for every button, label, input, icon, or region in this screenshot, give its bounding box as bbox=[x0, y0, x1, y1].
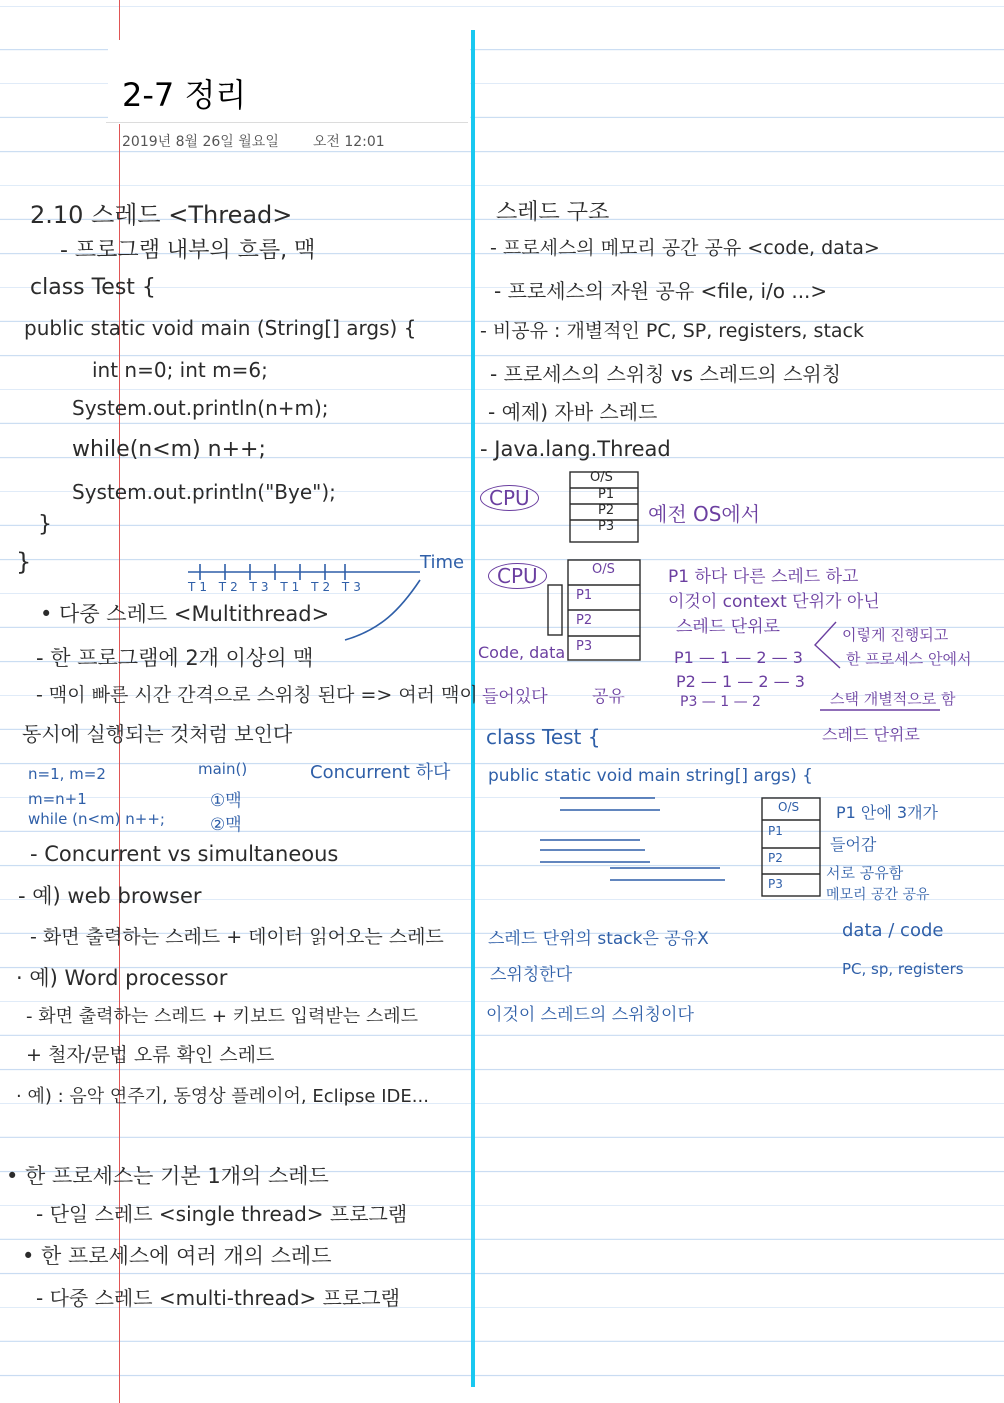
note-p3-seq: P3 — 1 — 2 bbox=[680, 694, 761, 710]
date-label: 2019년 8월 26일 월요일 bbox=[122, 134, 279, 150]
note-context: 이것이 context 단위가 아닌 bbox=[668, 592, 880, 612]
note-single-process: • 한 프로세스는 기본 1개의 스레드 bbox=[6, 1164, 329, 1188]
note-mem2-p2: P2 bbox=[576, 613, 593, 628]
page-title: 2-7 정리 bbox=[122, 76, 247, 114]
note-single-thread: - 단일 스레드 <single thread> 프로그램 bbox=[36, 1202, 408, 1226]
note-mem3-p1: P1 bbox=[768, 824, 783, 838]
note-thread-structure: 스레드 구조 bbox=[496, 200, 610, 225]
note-ex-m: m=n+1 bbox=[28, 790, 87, 808]
note-ex-flow2: ②맥 bbox=[210, 815, 242, 835]
note-ex-browser: - 예) web browser bbox=[18, 884, 202, 908]
note-stack-separate: 스택 개별적으로 함 bbox=[830, 690, 956, 708]
note-mem3-os: O/S bbox=[778, 800, 800, 814]
note-code-main: public static void main (String[] args) { bbox=[24, 316, 417, 340]
note-thread-switching: 이것이 스레드의 스위칭이다 bbox=[486, 1005, 694, 1025]
note-class-test: class Test { bbox=[486, 725, 601, 749]
note-code-class: class Test { bbox=[30, 275, 156, 300]
note-code-bye: System.out.println("Bye"); bbox=[72, 480, 336, 504]
note-switching: 스위칭한다 bbox=[490, 965, 573, 985]
note-multi-process: • 한 프로세스에 여러 개의 스레드 bbox=[22, 1244, 332, 1268]
note-mem2-p3: P3 bbox=[576, 639, 593, 654]
note-p1-other: P1 하다 다른 스레드 하고 bbox=[668, 567, 859, 587]
time-label: 오전 12:01 bbox=[312, 134, 385, 150]
note-mem2-os: O/S bbox=[592, 562, 615, 577]
note-mem1-os: O/S bbox=[590, 470, 613, 485]
note-cpu-1: CPU bbox=[480, 485, 539, 511]
note-multi-thread: - 다중 스레드 <multi-thread> 프로그램 bbox=[36, 1286, 400, 1310]
note-ex-word-desc2: + 철자/문법 오류 확인 스레드 bbox=[26, 1044, 275, 1066]
note-mem3-p3: P3 bbox=[768, 877, 783, 891]
note-stack-not-shared: 스레드 단위의 stack은 공유X bbox=[488, 929, 709, 949]
note-progress: 이렇게 진행되고 bbox=[842, 626, 949, 644]
note-share-each: 서로 공유함 bbox=[826, 864, 904, 882]
note-code-close1: } bbox=[38, 512, 52, 537]
note-thread-unit: 스레드 단위로 bbox=[676, 617, 780, 637]
note-structure-switch: - 프로세스의 스위칭 vs 스레드의 스위칭 bbox=[490, 362, 842, 386]
note-code-close2: } bbox=[16, 548, 32, 576]
note-by-thread: 스레드 단위로 bbox=[822, 725, 920, 744]
note-old-os: 예전 OS에서 bbox=[648, 502, 761, 526]
note-memory-shared: 메모리 공간 공유 bbox=[826, 887, 930, 903]
note-timeline-label: Time bbox=[420, 552, 465, 573]
note-contained: 들어있다 bbox=[482, 687, 548, 707]
note-code-while: while(n<m) n++; bbox=[72, 437, 266, 462]
note-multithread: • 다중 스레드 <Multithread> bbox=[40, 602, 330, 626]
note-mem3-p2: P2 bbox=[768, 851, 783, 865]
note-ex-browser-desc: - 화면 출력하는 스레드 + 데이터 읽어오는 스레드 bbox=[30, 926, 444, 948]
note-ex-flow1: ①맥 bbox=[210, 791, 242, 811]
note-ex-main: main() bbox=[198, 760, 248, 778]
note-ex-word-desc: - 화면 출력하는 스레드 + 키보드 입력받는 스레드 bbox=[26, 1006, 418, 1027]
note-structure-resource: - 프로세스의 자원 공유 <file, i/o ...> bbox=[494, 279, 828, 303]
note-structure-private: - 비공유 : 개별적인 PC, SP, registers, stack bbox=[480, 320, 864, 342]
note-java-example: - 예제) 자바 스레드 bbox=[488, 400, 658, 424]
note-java-thread: - Java.lang.Thread bbox=[480, 437, 671, 461]
note-code-vars: int n=0; int m=6; bbox=[92, 358, 268, 382]
note-code-println: System.out.println(n+m); bbox=[72, 396, 329, 420]
note-ex-word: · 예) Word processor bbox=[16, 966, 228, 990]
note-cpu-2: CPU bbox=[488, 563, 547, 589]
note-concurrent: Concurrent 하다 bbox=[310, 762, 451, 783]
note-ex-while: while (n<m) n++; bbox=[28, 810, 165, 828]
note-entered: 들어감 bbox=[830, 835, 877, 854]
note-main-signature: public static void main string[] args) { bbox=[488, 766, 813, 786]
note-structure-memory: - 프로세스의 메모리 공간 공유 <code, data> bbox=[490, 237, 880, 259]
note-p2-seq: P2 — 1 — 2 — 3 bbox=[676, 672, 805, 691]
note-thread-heading: 2.10 스레드 <Thread> bbox=[30, 201, 293, 229]
note-ex-nm: n=1, m=2 bbox=[28, 765, 106, 783]
note-timeline-ticks: T1 T2 T3 T1 T2 T3 bbox=[188, 580, 365, 594]
note-p1-seq: P1 — 1 — 2 — 3 bbox=[674, 648, 803, 667]
note-ex-media: · 예) : 음악 연주기, 동영상 플레이어, Eclipse IDE... bbox=[16, 1086, 429, 1107]
note-multithread-3: 동시에 실행되는 것처럼 보인다 bbox=[22, 722, 293, 746]
note-within-process: 한 프로세스 안에서 bbox=[846, 650, 972, 668]
note-three-inside: P1 안에 3개가 bbox=[836, 803, 939, 822]
note-thread-def: - 프로그램 내부의 흐름, 맥 bbox=[60, 238, 316, 263]
note-mem1-p2: P2 bbox=[598, 503, 615, 518]
note-mem2-p1: P1 bbox=[576, 588, 593, 603]
note-data-code: data / code bbox=[842, 920, 944, 941]
note-shared: 공유 bbox=[592, 687, 625, 707]
code-block-strokes bbox=[540, 798, 725, 880]
note-concurrent-vs: - Concurrent vs simultaneous bbox=[30, 842, 339, 866]
note-multithread-1: - 한 프로그램에 2개 이상의 맥 bbox=[36, 646, 314, 670]
note-code-data: Code, data bbox=[478, 643, 566, 662]
note-pc-sp-reg: PC, sp, registers bbox=[842, 960, 964, 978]
note-mem1-p1: P1 bbox=[598, 487, 615, 502]
note-mem1-p3: P3 bbox=[598, 519, 615, 534]
note-multithread-2: - 맥이 빠른 시간 간격으로 스위칭 된다 => 여러 맥이 bbox=[36, 684, 478, 706]
